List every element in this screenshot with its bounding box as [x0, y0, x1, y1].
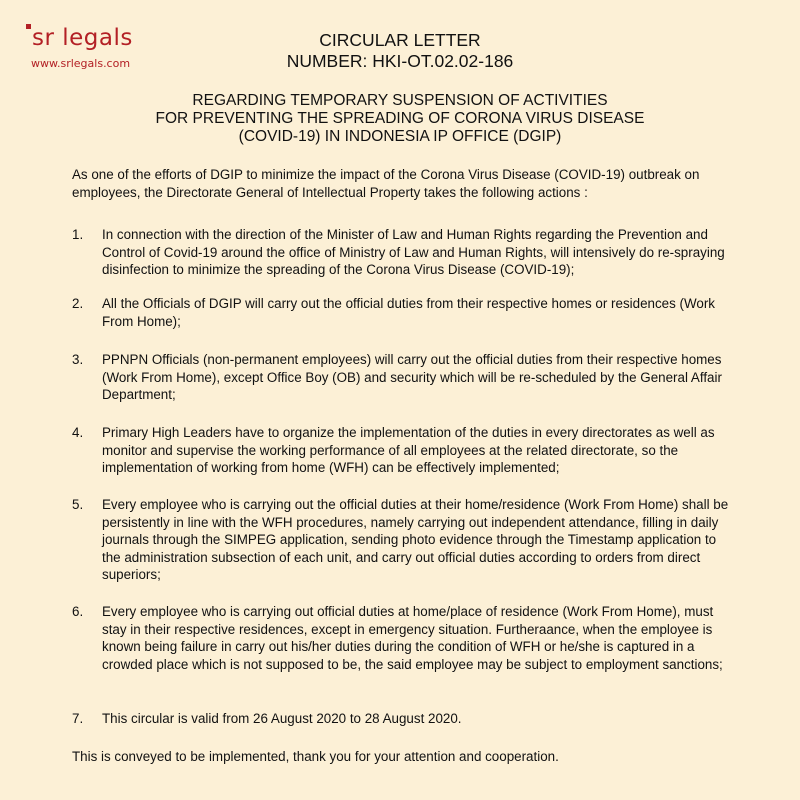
logo-url: www.srlegals.com — [31, 57, 131, 70]
list-item-number: 2. — [72, 296, 84, 311]
list-item-number: 6. — [72, 604, 84, 619]
list-item-text: This circular is valid from 26 August 2020 to 28 August 2020. — [102, 711, 462, 726]
list-item-text: Every employee who is carrying out official duties at home/place of residence (Work From Home), must stay in their respective residences, except in emergency situation. Furtheraance, when the employee is known being failure in carry out his/her duties during the condition of WFH or he/she is captured in a crowded place which is not supposed to be, the said employee may be subject to employment sanctions; — [102, 604, 723, 672]
list-item-text: Every employee who is carrying out the official duties at their home/residence (Work From Home) shall be persistently in line with the WFH procedures, namely carrying out independent attendance, filling in daily journals through the SIMPEG application, sending photo evidence through the Timestamp application to the administration subsection of each unit, and carry out official duties according to orders from direct superiors; — [102, 497, 729, 583]
subject-line-1: REGARDING TEMPORARY SUSPENSION OF ACTIVITIES — [192, 92, 608, 109]
list-item-number: 4. — [72, 425, 84, 440]
document-subject — [0, 92, 800, 146]
list-item-text: In connection with the direction of the Minister of Law and Human Rights regarding the Prevention and Control of Covid-19 around the office of Ministry of Law and Human Rights, will intensively do re-spraying disinfection to minimize the spreading of the Corona Virus Disease (COVID-19); — [102, 227, 725, 278]
list-item-number: 5. — [72, 497, 84, 512]
list-item-number: 1. — [72, 227, 84, 242]
document-title: CIRCULAR LETTER — [319, 30, 481, 50]
logo-name: sr legals — [32, 25, 133, 51]
subject-line-3: (COVID-19) IN INDONESIA IP OFFICE (DGIP) — [238, 128, 562, 145]
subject-line-2: FOR PREVENTING THE SPREADING OF CORONA VIRUS DISEASE — [155, 110, 645, 127]
document-number: NUMBER: HKI-OT.02.02-186 — [286, 51, 514, 71]
list-item-text: All the Officials of DGIP will carry out the official duties from their respective homes or residences (Work From Home); — [102, 296, 715, 329]
list-item-number: 3. — [72, 352, 84, 367]
list-item-text: Primary High Leaders have to organize the implementation of the duties in every directorates as well as monitor and supervise the working performance of all employees at the related directorate, so the implementation of working from home (WFH) can be effectively implemented; — [102, 425, 715, 476]
logo-square-icon — [26, 24, 31, 29]
list-item-number: 7. — [72, 711, 84, 726]
closing-paragraph: This is conveyed to be implemented, thank you for your attention and cooperation. — [72, 749, 559, 764]
intro-paragraph: As one of the efforts of DGIP to minimize the impact of the Corona Virus Disease (COVID-19) outbreak on employees, the Directorate General of Intellectual Property takes the following actions : — [72, 167, 700, 200]
list-item-text: PPNPN Officials (non-permanent employees) will carry out the official duties from their respective homes (Work From Home), except Office Boy (OB) and security which will be re-scheduled by the General Affair Department; — [102, 352, 722, 403]
